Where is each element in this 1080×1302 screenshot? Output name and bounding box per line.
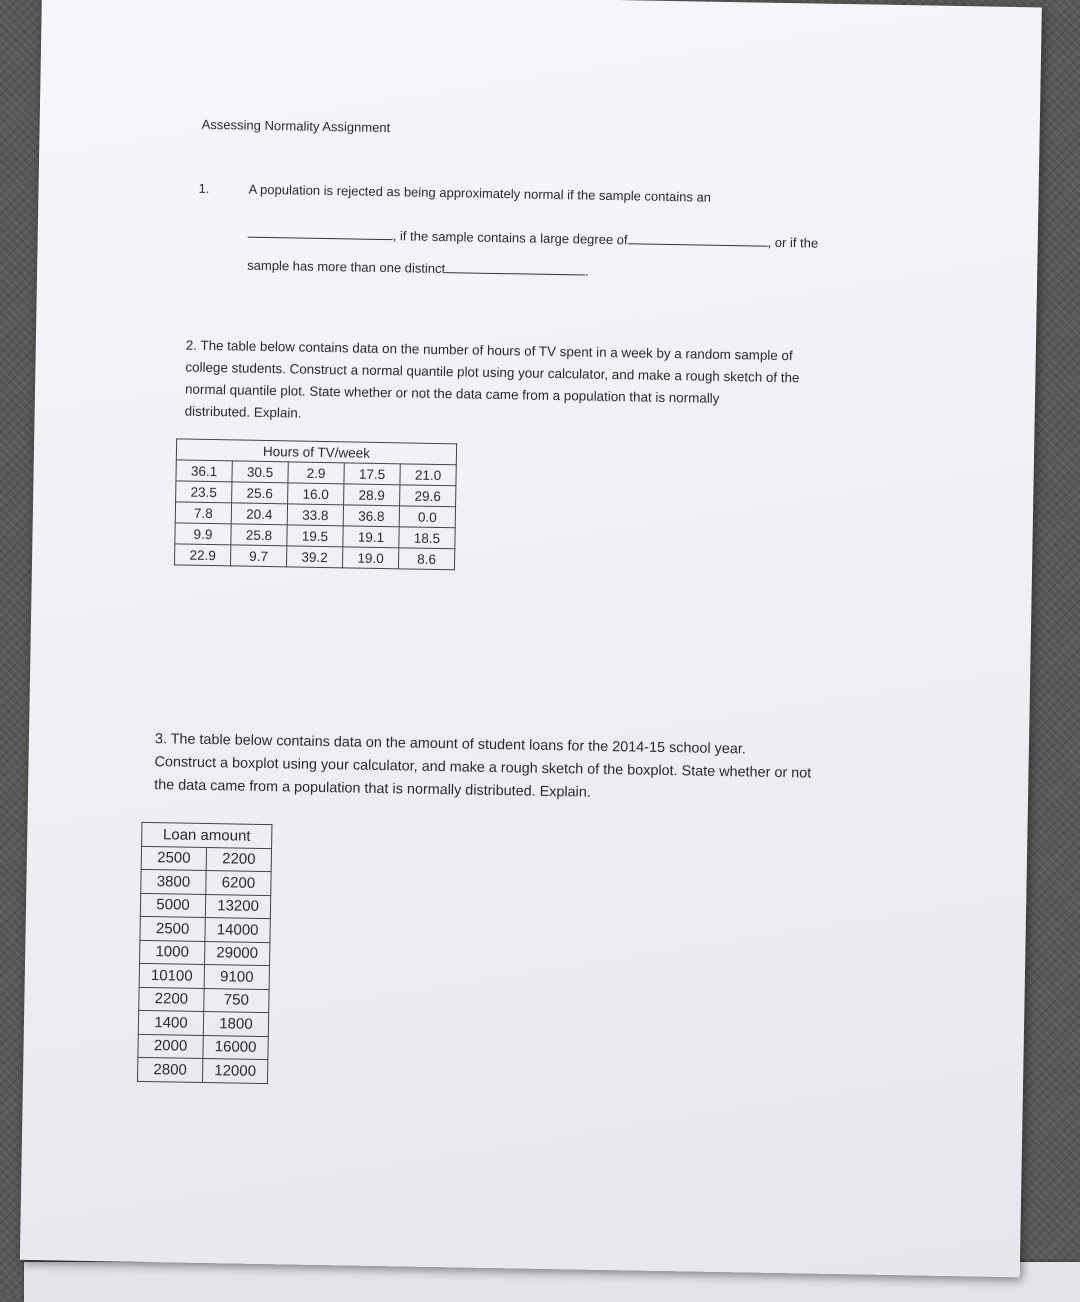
assignment-title: Assessing Normality Assignment (201, 116, 391, 136)
question-1-line-3-text-b: . (585, 263, 589, 279)
table-cell: 19.1 (343, 526, 399, 548)
table-cell: 13200 (205, 894, 270, 919)
table-cell: 29.6 (400, 485, 456, 507)
table-cell: 39.2 (286, 546, 342, 568)
table-row (141, 846, 271, 872)
table-cell: 2500 (141, 846, 206, 871)
table-row (139, 987, 269, 1013)
question-2-text (184, 335, 800, 434)
answer-blank-1[interactable] (248, 237, 393, 241)
loan-amount-table-header: Loan amount (142, 822, 272, 848)
table-cell: 30.5 (232, 461, 288, 483)
table-cell: 2500 (140, 916, 205, 941)
table-cell: 7.8 (175, 502, 231, 524)
table-cell: 33.8 (287, 504, 343, 526)
question-3-text (154, 728, 812, 808)
table-row (138, 1010, 268, 1036)
question-1-line-3-text-a: sample has more than one distinct (247, 257, 446, 277)
table-cell: 0.0 (399, 506, 455, 528)
table-cell: 5000 (140, 893, 205, 918)
table-cell: 1800 (203, 1011, 268, 1036)
table-cell: 18.5 (399, 527, 455, 549)
assignment-sheet (20, 0, 1042, 1277)
table-cell: 8.6 (398, 548, 454, 570)
table-cell: 2800 (137, 1057, 202, 1082)
question-2-line: normal quantile plot. State whether or not the data came from a population that is normally (184, 381, 720, 406)
table-cell: 36.8 (343, 505, 399, 527)
question-3-line: the data came from a population that is normally distributed. Explain. (154, 777, 591, 801)
table-cell: 750 (204, 988, 269, 1013)
table-cell: 10100 (139, 963, 204, 988)
question-2-line: distributed. Explain. (184, 403, 302, 421)
table-cell: 19.5 (287, 525, 343, 547)
table-row (140, 893, 270, 919)
table-cell: 1400 (138, 1010, 203, 1035)
table-row (140, 916, 270, 942)
table-cell: 3800 (141, 869, 206, 894)
table-cell: 25.6 (232, 482, 288, 504)
table-cell: 19.0 (342, 547, 398, 569)
table-cell: 29000 (205, 941, 270, 966)
question-3-line: 3. The table below contains data on the amount of student loans for the 2014-15 school year. (154, 731, 746, 758)
question-1-line-3 (247, 258, 589, 279)
table-cell: 12000 (202, 1058, 267, 1083)
table-cell: 2000 (138, 1034, 203, 1059)
tv-hours-table (174, 438, 457, 570)
table-row (140, 940, 270, 966)
table-cell: 9.9 (175, 523, 231, 545)
table-cell: 23.5 (176, 481, 232, 503)
table-cell: 14000 (205, 917, 270, 942)
table-cell: 16.0 (288, 483, 344, 505)
table-cell: 9100 (204, 964, 269, 989)
table-cell: 21.0 (400, 464, 456, 486)
table-row (137, 1057, 267, 1083)
table-cell: 28.9 (344, 484, 400, 506)
table-row (138, 1034, 268, 1060)
table-cell: 2200 (206, 847, 271, 872)
table-cell: 20.4 (231, 503, 287, 525)
table-cell: 1000 (140, 940, 205, 965)
table-row (139, 963, 269, 989)
question-2-line: 2. The table below contains data on the number of hours of TV spent in a week by a random sample of (185, 337, 793, 364)
table-cell: 6200 (206, 870, 271, 895)
table-cell: 16000 (203, 1035, 268, 1060)
answer-blank-3[interactable] (445, 272, 585, 275)
table-cell: 2200 (139, 987, 204, 1012)
loan-amount-table (137, 822, 273, 1084)
question-2-line: college students. Construct a normal quantile plot using your calculator, and make a rough sketch of the (185, 359, 800, 386)
table-cell: 2.9 (288, 462, 344, 484)
question-1-line-1: A population is rejected as being approximately normal if the sample contains an (248, 181, 712, 205)
table-row (141, 869, 271, 895)
question-1-line-2-text-b: , or if the (767, 234, 819, 251)
question-1-line-2 (248, 226, 819, 251)
question-1-line-2-text-a: , if the sample contains a large degree of (392, 228, 628, 248)
table-cell: 9.7 (230, 545, 286, 567)
table-cell: 25.8 (231, 524, 287, 546)
table-cell: 22.9 (174, 544, 230, 566)
table-row (174, 544, 454, 570)
table-cell: 17.5 (344, 463, 400, 485)
answer-blank-2[interactable] (628, 243, 768, 246)
table-cell: 36.1 (176, 460, 232, 482)
question-1-number: 1. (198, 180, 210, 196)
tv-hours-table-header: Hours of TV/week (176, 439, 456, 465)
question-3-line: Construct a boxplot using your calculator, and make a rough sketch of the boxplot. State whether or not (154, 754, 812, 782)
